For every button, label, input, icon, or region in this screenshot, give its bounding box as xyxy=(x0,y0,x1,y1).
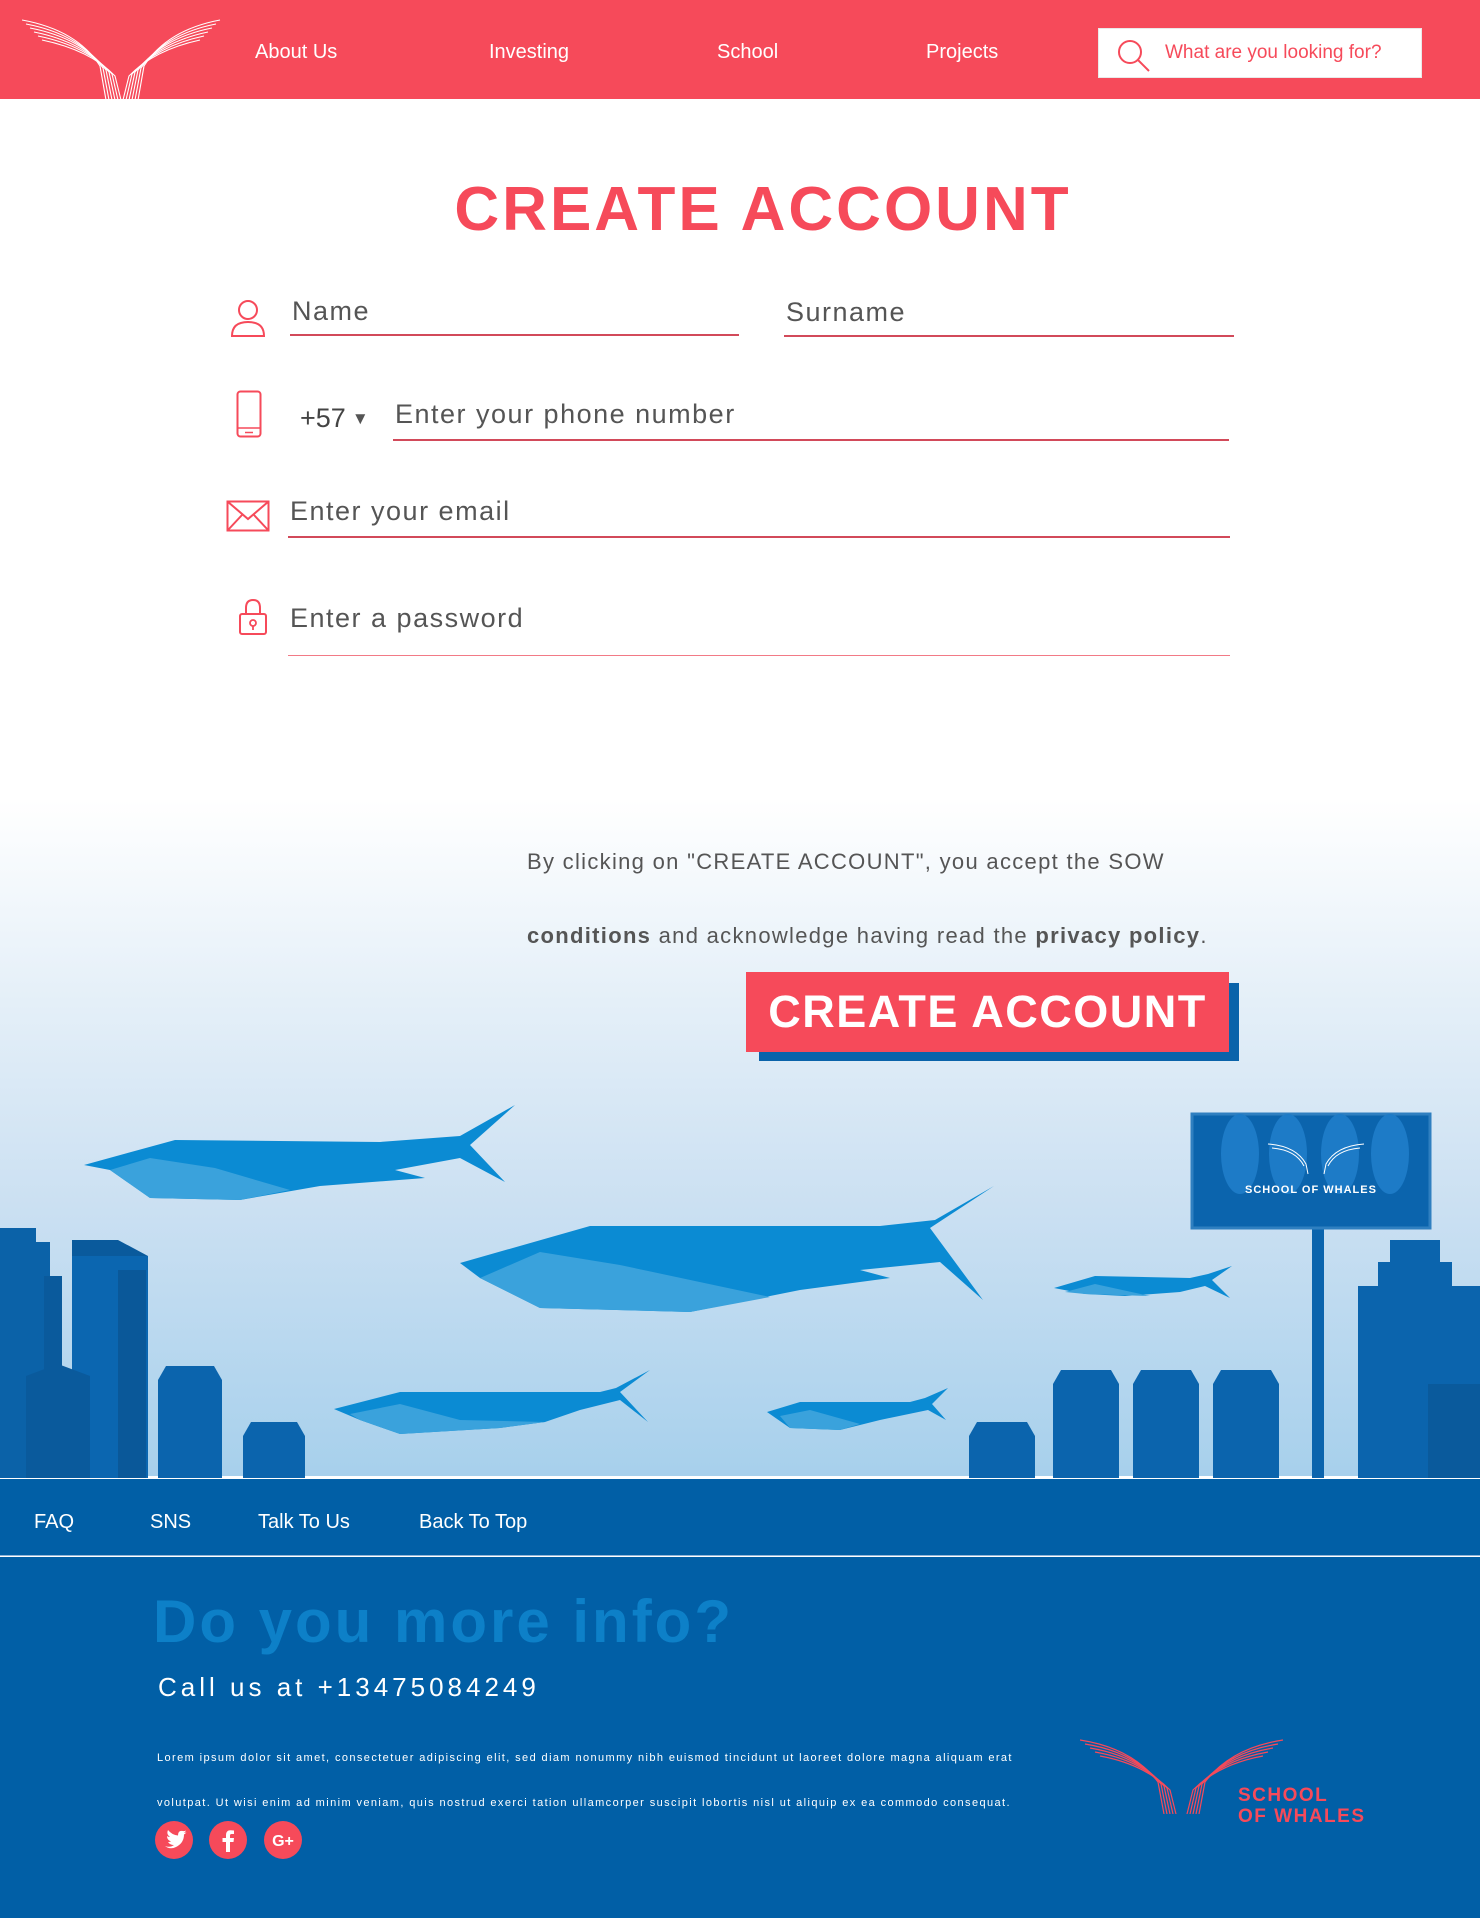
footer-link-talk-to-us[interactable]: Talk To Us xyxy=(258,1511,350,1533)
country-code-select[interactable] xyxy=(300,400,369,437)
user-icon xyxy=(228,298,268,338)
nav-investing[interactable]: Investing xyxy=(489,41,570,63)
page-title: CREATE ACCOUNT xyxy=(454,175,1072,244)
footer-link-faq[interactable]: FAQ xyxy=(34,1511,75,1533)
footer-link-sns[interactable]: SNS xyxy=(150,1511,192,1533)
facebook-button[interactable] xyxy=(209,1821,247,1859)
magnifier-icon[interactable] xyxy=(1117,39,1151,73)
consent-mid-text: and acknowledge having read the xyxy=(651,923,1036,948)
envelope-icon xyxy=(226,500,270,532)
site-header xyxy=(0,0,1480,99)
city-whales-illustration xyxy=(0,1100,1480,1478)
name-input[interactable] xyxy=(290,296,739,336)
surname-input[interactable] xyxy=(784,297,1234,337)
create-account-button[interactable]: CREATE ACCOUNT xyxy=(746,972,1229,1052)
consent-text-line1: By clicking on "CREATE ACCOUNT", you accept the SOW xyxy=(527,849,1165,874)
country-code-value: +57 xyxy=(300,403,346,433)
footer-lorem-line1: Lorem ipsum dolor sit amet, consectetuer adipiscing elit, sed diam nonummy nibh euismod tincidunt ut laoreet dolore magna aliquam erat xyxy=(157,1752,1013,1764)
whale-small-right xyxy=(1054,1266,1232,1298)
padlock-icon xyxy=(238,598,268,636)
nav-school[interactable]: School xyxy=(717,41,779,63)
consent-text-line2 xyxy=(527,922,1208,950)
right-buildings xyxy=(969,1240,1480,1478)
footer-call-us: Call us at +13475084249 xyxy=(158,1672,540,1702)
search-box[interactable] xyxy=(1098,28,1422,78)
nav-projects[interactable]: Projects xyxy=(926,41,999,63)
footer-headline: Do you more info? xyxy=(153,1588,734,1655)
footer-nav-bar xyxy=(0,1479,1480,1556)
left-buildings xyxy=(0,1228,305,1478)
phone-icon xyxy=(236,390,262,438)
whale-large-center xyxy=(460,1186,994,1312)
footer-lorem-line2: volutpat. Ut wisi enim ad minim veniam, quis nostrud exerci tation ullamcorper suscipit lobortis nisl ut aliquip ex ea commodo consequat. xyxy=(157,1797,1011,1809)
caret-down-icon: ▼ xyxy=(351,409,369,428)
conditions-link[interactable]: conditions xyxy=(527,923,652,948)
whale-tail-logo[interactable] xyxy=(22,18,222,100)
nav-about-us[interactable]: About Us xyxy=(255,41,338,63)
svg-text:G+: G+ xyxy=(272,1833,294,1850)
footer-brand-line2: OF WHALES xyxy=(1238,1806,1366,1827)
whale-large-top-left xyxy=(84,1105,515,1200)
privacy-policy-link[interactable]: privacy policy xyxy=(1035,923,1201,948)
email-input[interactable] xyxy=(288,495,1230,538)
password-input[interactable] xyxy=(288,599,1230,656)
footer-brand-line1: SCHOOL xyxy=(1238,1785,1329,1806)
phone-input[interactable] xyxy=(393,398,1229,441)
google-plus-icon xyxy=(264,1821,302,1859)
twitter-icon xyxy=(155,1821,193,1859)
google-plus-button[interactable] xyxy=(264,1821,302,1859)
facebook-icon xyxy=(209,1821,247,1859)
twitter-button[interactable] xyxy=(155,1821,193,1859)
consent-end-text: . xyxy=(1200,923,1208,948)
billboard-brand: SCHOOL OF WHALES xyxy=(1245,1184,1377,1196)
footer-link-back-to-top[interactable]: Back To Top xyxy=(419,1511,528,1533)
whale-medium-bottom-left xyxy=(334,1370,650,1434)
whale-small-center xyxy=(767,1388,948,1430)
search-input[interactable] xyxy=(1165,29,1415,77)
